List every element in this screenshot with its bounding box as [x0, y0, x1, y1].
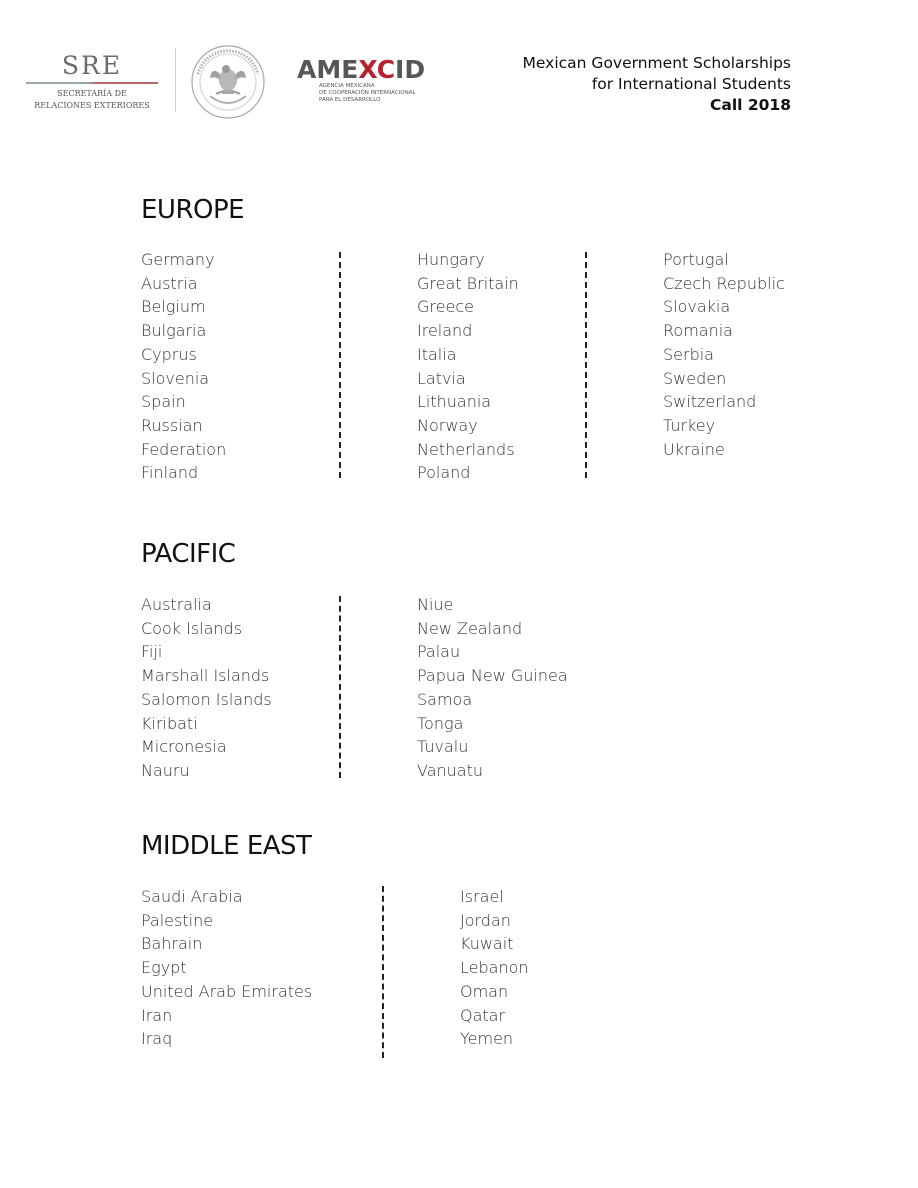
- country-item: Sweden: [663, 368, 727, 388]
- country-item: Russian: [141, 415, 203, 435]
- country-item: Bulgaria: [141, 321, 207, 341]
- middle-east-column-2: [460, 885, 529, 1051]
- country-item: Lebanon: [460, 958, 529, 978]
- pacific-divider-1: [339, 596, 341, 778]
- country-item: Slovakia: [663, 297, 731, 317]
- europe-divider-1: [339, 252, 341, 478]
- amexcid-subtitle-line-1: AGENCIA MEXICANA: [319, 83, 375, 89]
- middle-east-column-1: [141, 885, 312, 1051]
- country-item: Palau: [417, 642, 461, 662]
- document-title: [523, 53, 791, 116]
- country-item: Czech Republic: [663, 273, 785, 293]
- amexcid-logo: [297, 57, 432, 104]
- country-item: Yemen: [460, 1029, 514, 1049]
- mexican-coat-of-arms-seal-icon: [190, 44, 266, 120]
- pacific-column-2: [417, 593, 568, 783]
- country-item: Cyprus: [141, 344, 197, 364]
- country-item: Portugal: [663, 250, 729, 269]
- country-item: New Zealand: [417, 618, 523, 638]
- country-item: Palestine: [141, 910, 214, 930]
- country-item: Greece: [417, 297, 474, 317]
- country-item: Finland: [141, 463, 199, 483]
- country-item: Norway: [417, 415, 478, 435]
- country-item: Latvia: [417, 368, 466, 388]
- country-item: Ireland: [417, 321, 473, 341]
- country-item: Qatar: [460, 1005, 506, 1025]
- country-item: United Arab Emirates: [141, 981, 313, 1001]
- country-item: Slovenia: [141, 368, 210, 388]
- sre-color-bar: [26, 82, 158, 84]
- country-item: Marshall Islands: [141, 666, 270, 686]
- country-item: Vanuatu: [417, 760, 484, 780]
- country-item: Serbia: [663, 344, 714, 364]
- country-item: Ukraine: [663, 439, 725, 459]
- country-item: Salomon Islands: [141, 689, 272, 709]
- sre-logo: [26, 52, 158, 112]
- page-header: [0, 0, 918, 130]
- country-item: Tonga: [417, 713, 464, 733]
- country-item: Iraq: [141, 1029, 173, 1049]
- country-item: Federation: [141, 439, 227, 459]
- section-title-europe: EUROPE: [141, 195, 245, 225]
- country-item: Australia: [141, 595, 212, 614]
- amexcid-subtitle-line-3: PARA EL DESARROLLO: [319, 97, 381, 103]
- sre-line-1: SECRETARÍA DE: [57, 89, 127, 98]
- header-divider: [175, 48, 176, 112]
- country-item: Papua New Guinea: [417, 666, 568, 686]
- section-title-middle-east: MIDDLE EAST: [141, 831, 312, 861]
- europe-column-1: [141, 248, 226, 485]
- country-item: Austria: [141, 273, 198, 293]
- country-item: Spain: [141, 392, 186, 412]
- country-item: Hungary: [417, 250, 485, 269]
- section-title-pacific: PACIFIC: [141, 539, 236, 569]
- country-item: Fiji: [141, 642, 163, 662]
- country-item: Lithuania: [417, 392, 492, 412]
- country-item: Poland: [417, 463, 471, 483]
- country-item: Germany: [141, 250, 215, 269]
- europe-divider-2: [585, 252, 587, 478]
- country-item: Niue: [417, 595, 454, 614]
- country-item: Belgium: [141, 297, 206, 317]
- pacific-column-1: [141, 593, 272, 783]
- country-item: Saudi Arabia: [141, 887, 243, 906]
- middle-east-divider-1: [382, 886, 384, 1058]
- country-item: Italia: [417, 344, 457, 364]
- country-item: Tuvalu: [417, 737, 469, 757]
- country-item: Samoa: [417, 689, 473, 709]
- amexcid-subtitle-line-2: DE COOPERACIÓN INTERNACIONAL: [319, 90, 416, 96]
- europe-column-3: [663, 248, 785, 461]
- country-item: Micronesia: [141, 737, 227, 757]
- country-item: Netherlands: [417, 439, 515, 459]
- country-item: Oman: [460, 981, 509, 1001]
- amexcid-wordmark: AMEXCID: [297, 55, 426, 84]
- country-item: Romania: [663, 321, 733, 341]
- europe-column-2: [417, 248, 519, 485]
- country-item: Israel: [460, 887, 504, 906]
- title-line-1: Mexican Government Scholarships: [522, 54, 791, 72]
- country-item: Nauru: [141, 760, 190, 780]
- country-item: Bahrain: [141, 934, 203, 954]
- sre-line-2: RELACIONES EXTERIORES: [34, 101, 150, 110]
- title-line-3: Call 2018: [710, 96, 791, 114]
- country-item: Kuwait: [460, 934, 514, 954]
- country-item: Turkey: [663, 415, 716, 435]
- country-item: Iran: [141, 1005, 173, 1025]
- country-item: Switzerland: [663, 392, 757, 412]
- country-item: Great Britain: [417, 273, 519, 293]
- title-line-2: for International Students: [591, 75, 791, 93]
- country-item: Kiribati: [141, 713, 198, 733]
- country-item: Jordan: [460, 910, 511, 930]
- country-item: Cook Islands: [141, 618, 243, 638]
- country-item: Egypt: [141, 958, 187, 978]
- sre-acronym: SRE: [61, 51, 123, 80]
